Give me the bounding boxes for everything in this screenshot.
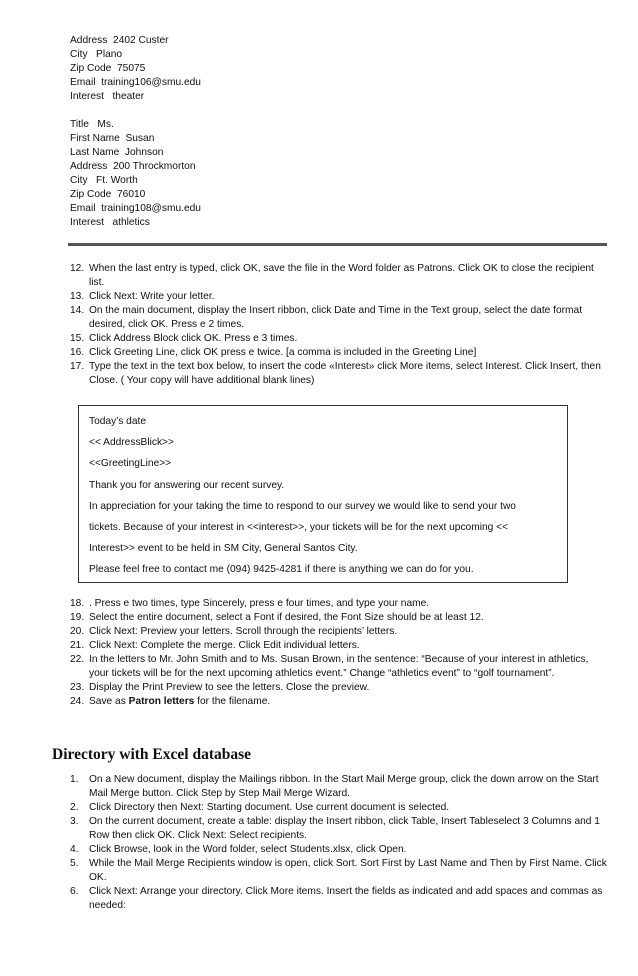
record-line: Zip Code 76010: [70, 189, 146, 200]
list-item: [70, 290, 610, 304]
list-item: [70, 625, 610, 639]
step-text: On a New document, display the Mailings ribbon. In the Start Mail Merge group, click the down arrow on the Start Mail Merge button. Click Step by Step Mail Merge Wizard.: [89, 774, 599, 799]
list-item: [70, 262, 610, 290]
step-number: 3.: [70, 816, 79, 827]
list-item: [70, 304, 610, 332]
record-line: Email training106@smu.edu: [70, 77, 201, 88]
step-text: for the filename.: [194, 696, 271, 707]
list-item: [70, 773, 610, 801]
step-text: On the current document, create a table: display the Insert ribbon, click Table, Insert Tableselect 3 Columns and 1 Row then click OK. Click Next: Select recipients.: [89, 816, 600, 841]
list-item: [70, 857, 610, 885]
letter-line: Interest>> event to be held in SM City, General Santos City.: [89, 543, 358, 555]
letter-line: Thank you for answering our recent survey.: [89, 479, 285, 491]
list-item: [70, 653, 610, 681]
step-text: Type the text in the text box below, to insert the code «Interest» click More items, select Interest. Click Insert, then Close. ( Your copy will have additional blank lines): [89, 361, 601, 386]
step-text: Click Address Block click OK. Press e 3 times.: [89, 333, 298, 344]
record-line: First Name Susan: [70, 133, 155, 144]
letter-line: Please feel free to contact me (094) 9425-4281 if there is anything we can do for you.: [89, 564, 474, 576]
step-text: In the letters to Mr. John Smith and to Ms. Susan Brown, in the sentence: “Because of your interest in athletics, your tickets will be for the next upcoming athletics event.” Change “athletics event” to “golf tournament”.: [89, 654, 589, 679]
record-line: Address 2402 Custer: [70, 35, 169, 46]
list-item: [70, 695, 610, 709]
list-item: [70, 611, 610, 625]
step-text: Click Next: Write your letter.: [89, 291, 215, 302]
step-text: Display the Print Preview to see the letters. Close the preview.: [89, 682, 370, 693]
record-line: Interest athletics: [70, 217, 150, 228]
letter-line: tickets. Because of your interest in <<interest>>, your tickets will be for the next upcoming <<: [89, 521, 509, 533]
step-text: On the main document, display the Insert ribbon, click Date and Time in the Text group, select the date format desired, click OK. Press e 2 times.: [89, 305, 583, 330]
record-line: Title Ms.: [70, 119, 114, 130]
letter-line: <<GreetingLine>>: [89, 458, 172, 470]
steps-list-part1: [70, 262, 610, 388]
record-line: Interest theater: [70, 91, 145, 102]
step-text: When the last entry is typed, click OK, save the file in the Word folder as Patrons. Click OK to close the recipient list.: [89, 263, 594, 288]
step-number: 1.: [70, 774, 79, 785]
letter-text-box: [78, 405, 568, 583]
list-item: [70, 639, 610, 653]
list-item: [70, 815, 610, 843]
record-line: Address 200 Throckmorton: [70, 161, 196, 172]
steps-list-part3: [70, 773, 610, 913]
list-item: [70, 597, 610, 611]
step-number: 2.: [70, 802, 79, 813]
list-item: [70, 360, 610, 388]
step-number: 17.: [70, 361, 85, 372]
step-text: Click Greeting Line, click OK press e twice. [a comma is included in the Greeting Line]: [89, 347, 477, 358]
record-line: Last Name Johnson: [70, 147, 164, 158]
steps-list-part2: [70, 597, 610, 709]
list-item: [70, 681, 610, 695]
letter-line: Today’s date: [89, 416, 147, 427]
step-number: 15.: [70, 333, 85, 344]
step-number: 21.: [70, 640, 85, 651]
step-number: 4.: [70, 844, 79, 855]
step-number: 5.: [70, 858, 79, 869]
step-number: 12.: [70, 263, 85, 274]
section-divider: [68, 243, 607, 246]
list-item: [70, 801, 610, 815]
step-number: 19.: [70, 612, 85, 623]
list-item: [70, 843, 610, 857]
step-text: Click Next: Preview your letters. Scroll through the recipients’ letters.: [89, 626, 398, 637]
record-line: City Ft. Worth: [70, 175, 138, 186]
record-line: Email training108@smu.edu: [70, 203, 201, 214]
letter-line: << AddressBlick>>: [89, 437, 174, 449]
step-text: Select the entire document, select a Font if desired, the Font Size should be at least 12.: [89, 612, 484, 623]
filename-bold: Patron letters: [128, 696, 195, 707]
list-item: [70, 332, 610, 346]
step-text: Click Browse, look in the Word folder, select Students.xlsx, click Open.: [89, 844, 407, 855]
step-number: 20.: [70, 626, 85, 637]
record-line: City Plano: [70, 49, 123, 60]
step-text: While the Mail Merge Recipients window is open, click Sort. Sort First by Last Name and Then by First Name. Click OK.: [89, 858, 607, 883]
section-heading: Directory with Excel database: [52, 746, 252, 763]
step-number: 23.: [70, 682, 85, 693]
step-text: Click Next: Arrange your directory. Click More items. Insert the fields as indicated and add spaces and commas as needed:: [89, 886, 603, 911]
step-text: . Press e two times, type Sincerely, press e four times, and type your name.: [89, 598, 430, 609]
list-item: [70, 346, 610, 360]
step-number: 16.: [70, 347, 85, 358]
recipient-record-a: [70, 34, 590, 104]
step-number: 14.: [70, 305, 85, 316]
step-text: Click Directory then Next: Starting document. Use current document is selected.: [89, 802, 450, 813]
step-number: 18.: [70, 598, 85, 609]
step-number: 6.: [70, 886, 79, 897]
record-line: Zip Code 75075: [70, 63, 146, 74]
step-number: 13.: [70, 291, 85, 302]
list-item: [70, 885, 610, 913]
step-number: 22.: [70, 654, 85, 665]
recipient-record-b: [70, 118, 590, 230]
step-number: 24.: [70, 696, 85, 707]
letter-line: In appreciation for your taking the time to respond to our survey we would like to send your two: [89, 500, 516, 512]
step-text: Click Next: Complete the merge. Click Edit individual letters.: [89, 640, 360, 651]
step-text: Save as: [89, 696, 129, 707]
